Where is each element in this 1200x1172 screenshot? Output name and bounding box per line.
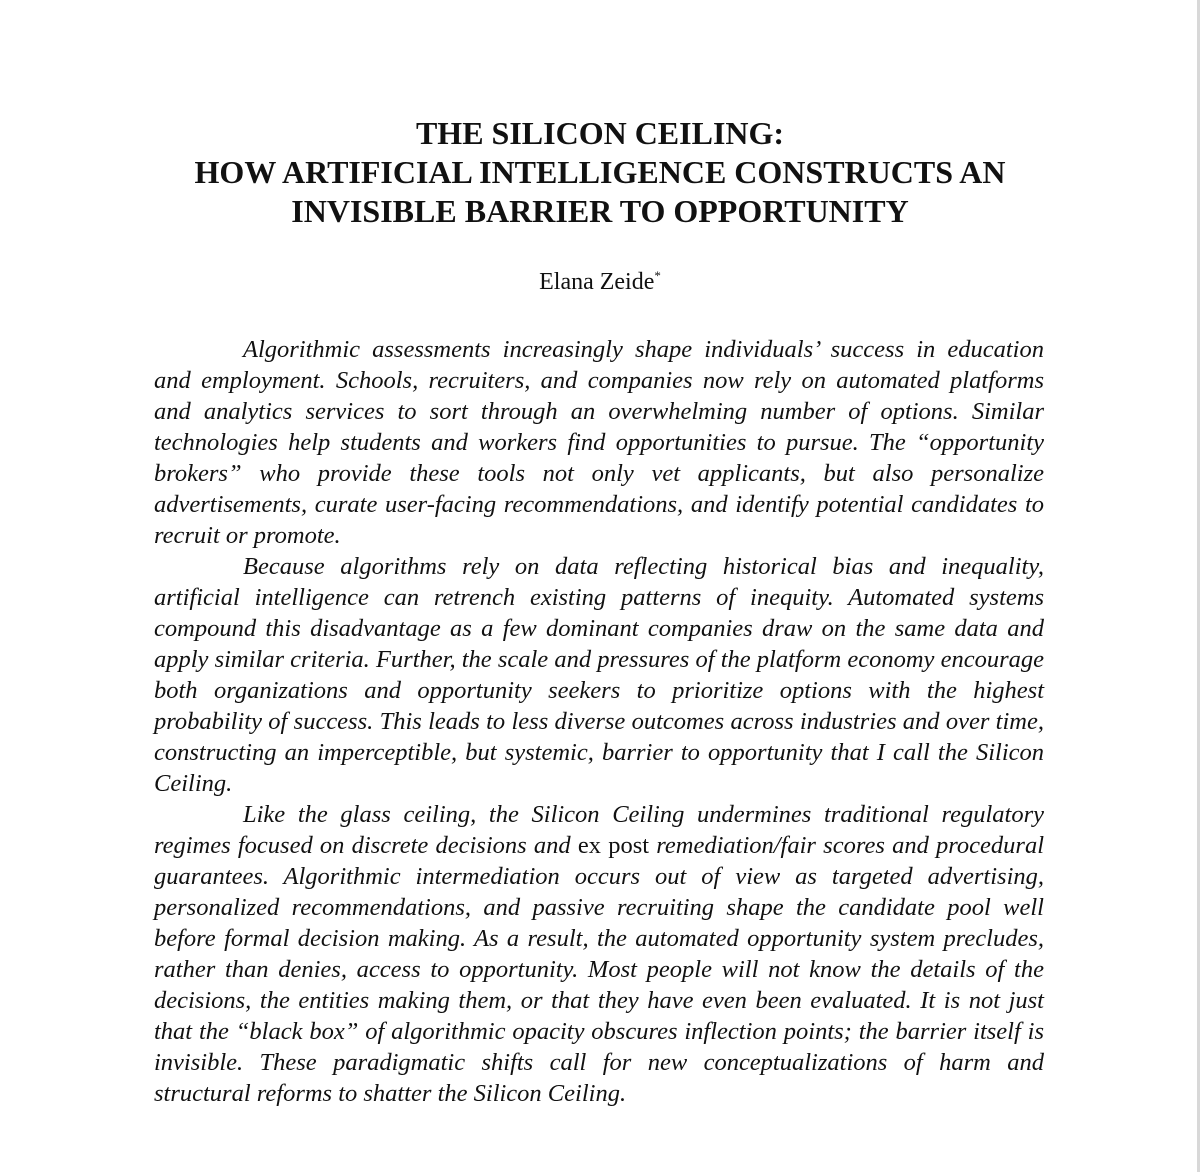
abstract-paragraph-3-part-1: Like the glass ceiling, the Silicon Ceiling undermines traditional regulatory regimes focused on discrete decisions and — [154, 801, 1044, 859]
abstract-paragraph-3 — [154, 799, 1044, 1109]
author-name: Elana Zeide — [539, 269, 655, 295]
paper-title — [0, 114, 1200, 231]
author-line — [0, 266, 1200, 298]
title-line-3: INVISIBLE BARRIER TO OPPORTUNITY — [291, 193, 909, 229]
title-line-2: HOW ARTIFICIAL INTELLIGENCE CONSTRUCTS AN — [194, 154, 1006, 190]
author-footnote-mark[interactable]: * — [654, 268, 661, 283]
ex-post-term: ex post — [577, 832, 650, 859]
abstract — [154, 334, 1044, 1109]
abstract-paragraph-2: Because algorithms rely on data reflecting historical bias and inequality, artificial intelligence can retrench existing patterns of inequity. Automated systems compound this disadvantage as a few dominant companies draw on the same data and apply similar criteria. Further, the scale and pressures of the platform economy encourage both organizations and opportunity seekers to prioritize options with the highest probability of success. This leads to less diverse outcomes across industries and over time, constructing an imperceptible, but systemic, barrier to opportunity that I call the Silicon Ceiling. — [154, 553, 1044, 797]
abstract-paragraph-3-part-2: remediation/fair scores and procedural guarantees. Algorithmic intermediation occurs out of view as targeted advertising, personalized recommendations, and passive recruiting shape the candidate pool well before formal decision making. As a result, the automated opportunity system precludes, rather than denies, access to opportunity. Most people will not know the details of the decisions, the entities making them, or that they have even been evaluated. It is not just that the “black box” of algorithmic opacity obscures inflection points; the barrier itself is invisible. These paradigmatic shifts call for new conceptualizations of harm and structural reforms to shatter the Silicon Ceiling. — [154, 832, 1044, 1107]
title-line-1: THE SILICON CEILING: — [415, 115, 785, 151]
abstract-paragraph-1: Algorithmic assessments increasingly shape individuals’ success in education and employment. Schools, recruiters, and companies now rely on automated platforms and analytics services to sort through an overwhelming number of options. Similar technologies help students and workers find opportunities to pursue. The “opportunity brokers” who provide these tools not only vet applicants, but also personalize advertisements, curate user-facing recommendations, and identify potential candidates to recruit or promote. — [154, 336, 1044, 549]
